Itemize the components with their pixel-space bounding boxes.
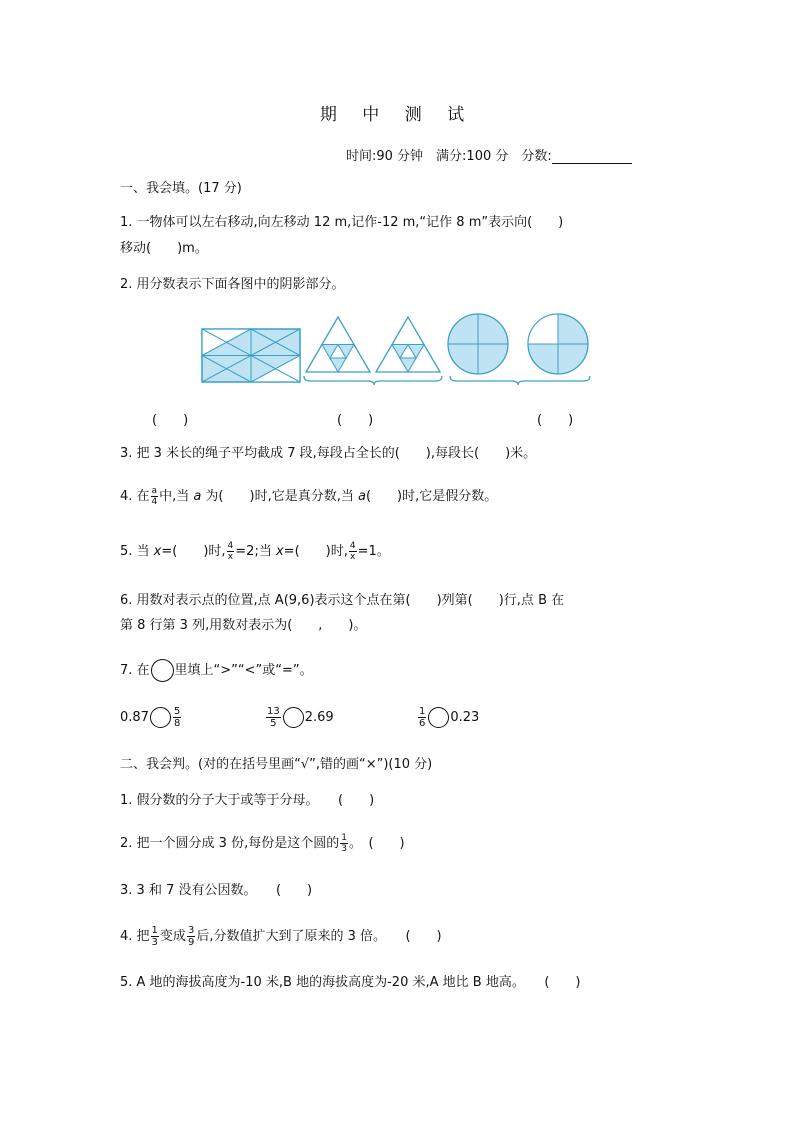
- q4-text-f: ( )时,它是假分数。: [365, 489, 498, 504]
- fraction-denominator: 3: [151, 937, 158, 948]
- fraction-denominator: 8: [173, 718, 181, 729]
- compare-item-2: [265, 706, 334, 729]
- q2-4-text-c: 后,分数值扩大到了原来的 3 倍。 ( ): [196, 929, 442, 944]
- q5-text-c: =2;当: [235, 544, 276, 559]
- section1-heading: 一、我会填。(17 分): [120, 181, 242, 196]
- compare-circle[interactable]: [283, 707, 304, 728]
- answer-blank-rectangle[interactable]: ( ): [152, 413, 189, 428]
- variable-x: x: [153, 544, 162, 559]
- q5-text-a: 5. 当: [120, 544, 154, 559]
- question-2-5: 5. A 地的海拔高度为-10 米,B 地的海拔高度为-20 米,A 地比 B 地高。 ( ): [120, 975, 581, 990]
- brace-triangles: [304, 376, 442, 385]
- answer-blank-circles[interactable]: ( ): [537, 413, 574, 428]
- score-blank[interactable]: [552, 149, 632, 164]
- triangle-figure-2: [376, 317, 440, 372]
- compare-right-fraction: [173, 706, 181, 729]
- circle-placeholder-icon: [151, 659, 174, 682]
- fraction-numerator: 4: [227, 541, 234, 551]
- rectangle-figure: [202, 329, 300, 382]
- q5-text-e: =1。: [357, 544, 390, 559]
- fraction-figures: [200, 312, 600, 392]
- fraction-denominator: 4: [151, 497, 158, 507]
- fraction-numerator: 13: [267, 706, 280, 717]
- fraction-denominator: x: [227, 552, 234, 562]
- fraction-4-over-x: [227, 541, 235, 562]
- fraction-denominator: 6: [419, 718, 426, 729]
- fraction-numerator: 1: [419, 706, 426, 717]
- exam-info-text: 时间:90 分钟 满分:100 分 分数:: [346, 149, 552, 164]
- section2-heading: 二、我会判。(对的在括号里画“√”,错的画“×”)(10 分): [120, 757, 433, 772]
- q5-text-d: =( )时,: [283, 544, 348, 559]
- question-1-3: 3. 把 3 米长的绳子平均截成 7 段,每段占全长的( ),每段长( )米。: [120, 446, 537, 461]
- q7-text-b: 里填上“>”“<”或“=”。: [174, 663, 313, 678]
- fraction-denominator: x: [350, 552, 356, 562]
- q2-4-text-a: 4. 把: [120, 929, 150, 944]
- q2-2-text-b: 。 ( ): [348, 836, 405, 851]
- triangle-figure-1: [306, 317, 370, 372]
- question-1-6-line1: 6. 用数对表示点的位置,点 A(9,6)表示这个点在第( )列第( )行,点 B 在: [120, 593, 565, 608]
- compare-right: 0.23: [450, 710, 480, 725]
- question-1-4: [120, 486, 497, 507]
- circle-figure-1: [448, 314, 508, 374]
- question-1-5: [120, 541, 390, 562]
- fraction-denominator: 5: [270, 718, 277, 729]
- variable-a: a: [357, 489, 366, 504]
- compare-left: 0.87: [120, 710, 149, 725]
- fraction-numerator: 5: [173, 706, 181, 717]
- q7-text-a: 7. 在: [120, 663, 150, 678]
- fraction-3-over-9: [187, 925, 195, 948]
- question-2-4: [120, 925, 442, 948]
- compare-item-1: [120, 706, 182, 729]
- variable-x: x: [275, 544, 284, 559]
- page-title: 期 中 测 试: [319, 105, 475, 125]
- question-1-7: [120, 659, 313, 682]
- q4-text-b: 中,当: [159, 489, 194, 504]
- q4-text-d: 为( )时,它是真分数,当: [201, 489, 358, 504]
- variable-a: a: [193, 489, 202, 504]
- exam-info: [346, 145, 632, 164]
- question-2-3: 3. 3 和 7 没有公因数。 ( ): [120, 883, 313, 898]
- compare-circle[interactable]: [150, 707, 171, 728]
- question-1-1-line1: 1. 一物体可以左右移动,向左移动 12 m,记作-12 m,“记作 8 m”表示向( ): [120, 215, 564, 230]
- question-1-1-line2: 移动( )m。: [120, 241, 208, 256]
- fraction-denominator: 9: [187, 937, 195, 948]
- q4-text-a: 4. 在: [120, 489, 150, 504]
- q2-2-text-a: 2. 把一个圆分成 3 份,每份是这个圆的: [120, 836, 340, 851]
- q5-text-b: =( )时,: [161, 544, 226, 559]
- fraction-numerator: 4: [349, 541, 356, 551]
- answer-blank-triangles[interactable]: ( ): [337, 413, 374, 428]
- fraction-1-over-3: [340, 833, 348, 854]
- compare-left-fraction: [266, 706, 281, 729]
- fraction-numerator: a: [151, 486, 158, 496]
- question-1-2: 2. 用分数表示下面各图中的阴影部分。: [120, 277, 345, 292]
- fraction-4-over-x: [349, 541, 357, 562]
- fraction-1-over-3: [151, 925, 159, 948]
- compare-circle[interactable]: [428, 707, 449, 728]
- q2-4-text-b: 变成: [159, 929, 186, 944]
- compare-item-3: [417, 706, 479, 729]
- compare-left-fraction: [418, 706, 426, 729]
- fraction-numerator: 1: [341, 833, 347, 843]
- fraction-numerator: 1: [151, 925, 158, 936]
- fraction-a-over-4: [151, 486, 159, 507]
- circle-figure-2: [528, 314, 588, 374]
- compare-right: 2.69: [304, 710, 334, 725]
- question-2-2: [120, 833, 405, 854]
- fraction-denominator: 3: [341, 844, 347, 854]
- question-2-1: 1. 假分数的分子大于或等于分母。 ( ): [120, 793, 375, 808]
- fraction-numerator: 3: [187, 925, 195, 936]
- brace-circles: [450, 376, 590, 385]
- question-1-6-line2: 第 8 行第 3 列,用数对表示为( , )。: [120, 618, 367, 633]
